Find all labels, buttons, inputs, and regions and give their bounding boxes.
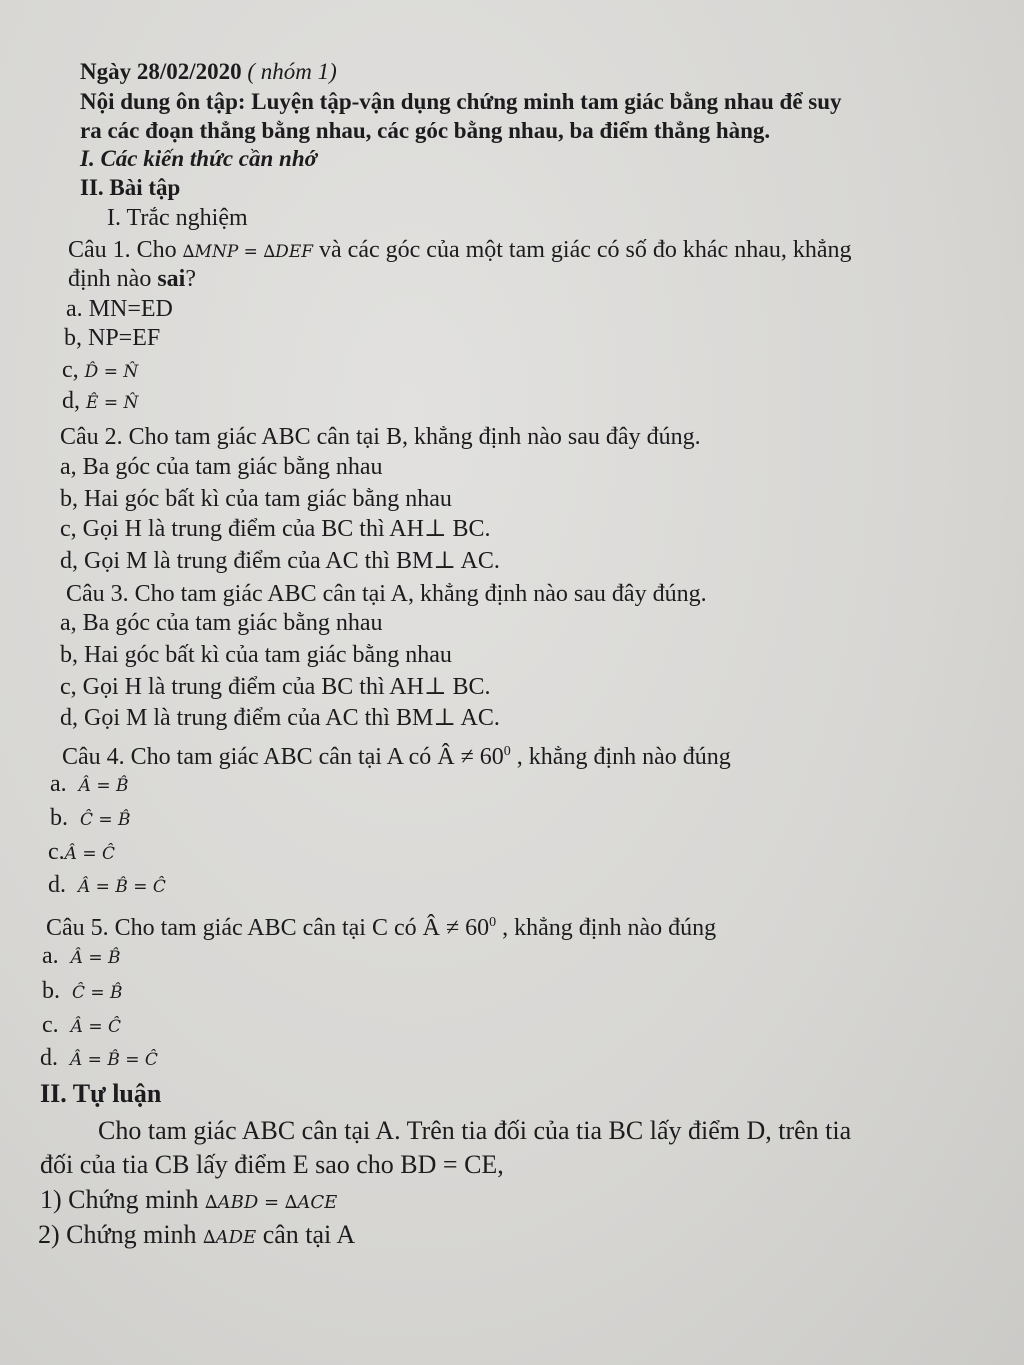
- q1-rest: và các góc của một tam giác có số đo khác nhau, khẳng: [319, 237, 852, 263]
- q2-option-b: b, Hai góc bất kì của tam giác bằng nhau: [60, 486, 452, 512]
- q2-option-c: c, Gọi H là trung điểm của BC thì AH⊥ BC.: [60, 516, 491, 542]
- q4-condition-degree: 0: [503, 744, 511, 759]
- q4-option-d: [48, 871, 166, 901]
- q5-condition: [423, 915, 497, 941]
- q2-option-a: a, Ba góc của tam giác bằng nhau: [60, 454, 383, 480]
- essay-item-2-text: 2) Chứng minh: [38, 1220, 197, 1249]
- q1-option-d: [62, 387, 138, 417]
- essay-item-1-text: 1) Chứng minh: [40, 1185, 199, 1214]
- q1-option-a: a. MN=ED: [66, 296, 173, 322]
- q3-option-d: d, Gọi M là trung điểm của AC thì BM⊥ AC.: [60, 705, 500, 731]
- essay-item-2-tail: cân tại A: [262, 1220, 356, 1249]
- q5-option-c-math: Â = Ĉ: [70, 1017, 121, 1037]
- essay-title: II. Tự luận: [40, 1079, 162, 1108]
- q2-title: Câu 2. Cho tam giác ABC cân tại B, khẳng định nào sau đây đúng.: [60, 424, 701, 450]
- content-line-2: ra các đoạn thẳng bằng nhau, các góc bằng nhau, ba điểm thẳng hàng.: [80, 118, 771, 143]
- q1-false-word: sai: [157, 266, 186, 292]
- q4-title: [62, 738, 731, 771]
- q4-option-a-math: Â = B̂: [78, 776, 129, 796]
- date-line: [80, 58, 337, 86]
- q1-triangle-equality: ∆MNP = ∆DEF: [182, 242, 314, 262]
- q5-condition-degree: 0: [489, 915, 497, 930]
- q5-option-a-label: a.: [42, 943, 59, 969]
- q5-option-b-math: Ĉ = B̂: [72, 983, 123, 1003]
- group: ( nhóm 1): [247, 59, 337, 84]
- q5-prefix: Câu 5. Cho tam giác ABC cân tại C có: [46, 915, 417, 941]
- q1-option-d-math: Ê = N̂: [86, 393, 139, 413]
- q5-option-c-label: c.: [42, 1012, 59, 1038]
- q5-option-a: [42, 942, 120, 972]
- q3-title: Câu 3. Cho tam giác ABC cân tại A, khẳng định nào sau đây đúng.: [66, 581, 707, 607]
- q4-option-c-math: Â = Ĉ: [64, 844, 115, 864]
- q5-condition-text: Â ≠ 60: [422, 915, 490, 941]
- q1-option-c-label: c,: [62, 357, 79, 383]
- q1-line2-c: ?: [185, 266, 196, 292]
- q4-condition-text: Â ≠ 60: [437, 744, 504, 770]
- q1-prefix: Câu 1. Cho: [68, 237, 177, 263]
- q2-option-d: d, Gọi M là trung điểm của AC thì BM⊥ AC.: [60, 548, 500, 574]
- essay-item-2: [38, 1221, 355, 1252]
- section-exercises: II. Bài tập: [80, 175, 181, 200]
- essay-item-2-math: ∆ADE: [203, 1227, 257, 1248]
- q4-option-b-label: b.: [50, 805, 68, 831]
- q4-option-c-label: c.: [48, 839, 65, 865]
- essay-paragraph-line2: đối của tia CB lấy điểm E sao cho BD = CE,: [40, 1150, 504, 1179]
- q3-option-a: a, Ba góc của tam giác bằng nhau: [60, 610, 383, 636]
- q4-option-d-math: Â = B̂ = Ĉ: [78, 877, 166, 897]
- date: Ngày 28/02/2020: [80, 59, 242, 84]
- essay-paragraph-line1: Cho tam giác ABC cân tại A. Trên tia đối của tia BC lấy điểm D, trên tia: [98, 1116, 852, 1145]
- q5-suffix: , khẳng định nào đúng: [496, 915, 717, 941]
- q4-option-c: [48, 838, 115, 868]
- q4-condition: [437, 744, 511, 770]
- q3-option-b: b, Hai góc bất kì của tam giác bằng nhau: [60, 642, 452, 668]
- q1-option-d-label: d,: [62, 388, 80, 414]
- q3-option-c: c, Gọi H là trung điểm của BC thì AH⊥ BC.: [60, 674, 491, 700]
- q1-option-b: b, NP=EF: [64, 325, 161, 351]
- section-knowledge: I. Các kiến thức cần nhớ: [80, 146, 317, 171]
- q5-option-c: [42, 1011, 121, 1041]
- q5-option-b-label: b.: [42, 978, 60, 1004]
- q5-option-d: [40, 1044, 158, 1074]
- q4-prefix: Câu 4. Cho tam giác ABC cân tại A có: [62, 744, 432, 770]
- q5-option-a-math: Â = B̂: [70, 948, 121, 968]
- q5-title: [46, 909, 716, 942]
- q4-option-b: [50, 804, 131, 834]
- q1-line2-a: định nào: [68, 266, 158, 292]
- q5-option-b: [42, 977, 123, 1007]
- q4-suffix: , khẳng định nào đúng: [510, 744, 731, 770]
- q4-option-a: [50, 770, 128, 800]
- subsection-multiple-choice: I. Trắc nghiệm: [107, 205, 248, 231]
- q4-option-d-label: d.: [48, 872, 66, 898]
- content-line-1: Nội dung ôn tập: Luyện tập-vận dụng chứng minh tam giác bằng nhau để suy: [80, 89, 842, 114]
- q4-option-b-math: Ĉ = B̂: [80, 810, 131, 830]
- essay-item-1: [40, 1186, 337, 1217]
- q4-option-a-label: a.: [50, 771, 67, 797]
- essay-item-1-math: ∆ABD = ∆ACE: [205, 1192, 338, 1213]
- q5-option-d-math: Â = B̂ = Ĉ: [70, 1050, 158, 1070]
- q1-option-c-math: D̂ = N̂: [84, 362, 139, 382]
- q5-option-d-label: d.: [40, 1045, 58, 1071]
- q1-option-c: [62, 356, 138, 386]
- q1-title-line2: [68, 265, 196, 293]
- q1-title: [68, 236, 852, 266]
